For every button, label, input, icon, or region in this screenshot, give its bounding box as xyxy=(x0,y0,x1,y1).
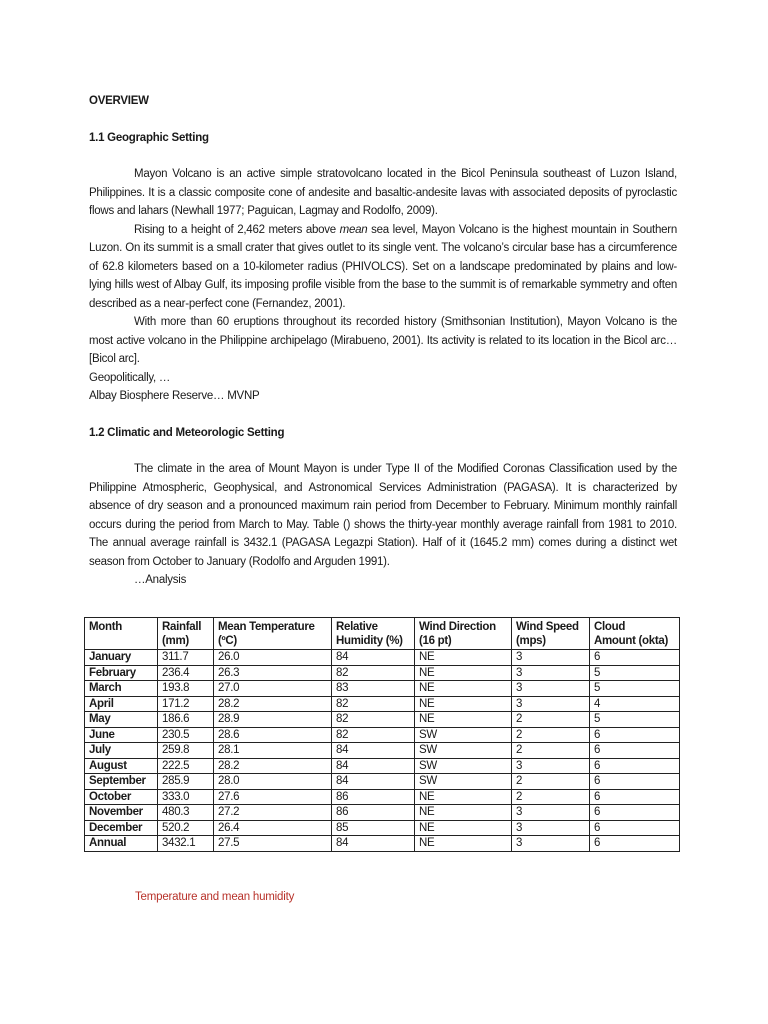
geo-paragraph-2 xyxy=(89,221,677,314)
table-cell: 6 xyxy=(590,650,680,666)
table-cell: 333.0 xyxy=(158,789,214,805)
table-cell: 28.6 xyxy=(214,727,332,743)
table-cell: SW xyxy=(415,774,512,790)
section-1-1-heading: 1.1 Geographic Setting xyxy=(89,131,209,144)
table-row xyxy=(85,712,680,728)
table-row xyxy=(85,743,680,759)
table-cell: 480.3 xyxy=(158,805,214,821)
table-cell: 3 xyxy=(512,820,590,836)
table-cell: NE xyxy=(415,820,512,836)
table-cell: 3 xyxy=(512,805,590,821)
table-cell: 83 xyxy=(332,681,415,697)
table-cell: 27.0 xyxy=(214,681,332,697)
month-cell: May xyxy=(85,712,158,728)
table-row xyxy=(85,758,680,774)
header-relative-humidity: Relative Humidity (%) xyxy=(332,618,415,650)
table-cell: 193.8 xyxy=(158,681,214,697)
header-wind-direction: Wind Direction (16 pt) xyxy=(415,618,512,650)
table-cell: 2 xyxy=(512,774,590,790)
table-cell: 5 xyxy=(590,712,680,728)
table-cell: 82 xyxy=(332,665,415,681)
table-cell: 82 xyxy=(332,712,415,728)
overview-heading: OVERVIEW xyxy=(89,95,149,107)
table-header-row xyxy=(85,618,680,650)
table-cell: 222.5 xyxy=(158,758,214,774)
table-cell: 236.4 xyxy=(158,665,214,681)
table-cell: NE xyxy=(415,836,512,852)
month-cell: February xyxy=(85,665,158,681)
table-cell: 84 xyxy=(332,836,415,852)
geopolitical-line: Geopolitically, … xyxy=(89,371,171,384)
geo-paragraph-1: Mayon Volcano is an active simple stratovolcano located in the Bicol Peninsula southeast of Luzon Island, Philippines. It is a classic composite cone of andesite and basaltic-andesite lavas with associated deposits of pyroclastic flows and lahars (Newhall 1977; Paguican, Lagmay and Rodolfo, 2009). xyxy=(89,168,677,217)
table-cell: 84 xyxy=(332,774,415,790)
table-row xyxy=(85,650,680,666)
climate-paragraph: The climate in the area of Mount Mayon is under Type II of the Modified Coronas Classification used by the Philippine Atmospheric, Geophysical, and Astronomical Services Administration (PAGASA). It is characterized by absence of dry season and a pronounced maximum rain period from December to February. Minimum monthly rainfall occurs during the period from March to May. Table () shows the thirty-year monthly average rainfall from 1981 to 2010. The annual average rainfall is 3432.1 (PAGASA Legazpi Station). Half of it (1645.2 mm) comes during a distinct wet season from October to January (Rodolfo and Arguden 1991). xyxy=(89,463,677,568)
table-cell: 6 xyxy=(590,805,680,821)
table-cell: 2 xyxy=(512,789,590,805)
header-wind-speed: Wind Speed (mps) xyxy=(512,618,590,650)
table-cell: 6 xyxy=(590,758,680,774)
table-cell: 285.9 xyxy=(158,774,214,790)
table-cell: 28.1 xyxy=(214,743,332,759)
table-cell: 6 xyxy=(590,743,680,759)
table-cell: 28.2 xyxy=(214,758,332,774)
geo-paragraph-2-emphasis: mean xyxy=(339,223,368,236)
table-cell: 3 xyxy=(512,650,590,666)
table-row xyxy=(85,836,680,852)
table-cell: 85 xyxy=(332,820,415,836)
header-cloud-amount: Cloud Amount (okta) xyxy=(590,618,680,650)
table-body xyxy=(85,650,680,852)
table-cell: 6 xyxy=(590,789,680,805)
table-row xyxy=(85,774,680,790)
table-cell: 2 xyxy=(512,727,590,743)
table-cell: 27.6 xyxy=(214,789,332,805)
table-cell: 520.2 xyxy=(158,820,214,836)
table-cell: 26.4 xyxy=(214,820,332,836)
table-cell: 28.2 xyxy=(214,696,332,712)
table-cell: NE xyxy=(415,650,512,666)
table-cell: SW xyxy=(415,727,512,743)
table-cell: NE xyxy=(415,789,512,805)
table-cell: 311.7 xyxy=(158,650,214,666)
table-row xyxy=(85,820,680,836)
table-cell: 6 xyxy=(590,820,680,836)
table-cell: 84 xyxy=(332,650,415,666)
header-month: Month xyxy=(85,618,158,650)
table-cell: NE xyxy=(415,665,512,681)
table-cell: 5 xyxy=(590,665,680,681)
table-cell: 5 xyxy=(590,681,680,697)
month-cell: June xyxy=(85,727,158,743)
month-cell: March xyxy=(85,681,158,697)
table-cell: 82 xyxy=(332,727,415,743)
climate-table xyxy=(84,617,680,852)
header-mean-temperature: Mean Temperature (ºC) xyxy=(214,618,332,650)
table-cell: 2 xyxy=(512,712,590,728)
table-cell: 230.5 xyxy=(158,727,214,743)
table-cell: 26.0 xyxy=(214,650,332,666)
month-cell: April xyxy=(85,696,158,712)
geo-paragraph-2-end: sea level, Mayon Volcano is the highest mountain in Southern Luzon. On its summit is a small crater that gives outlet to its single vent. The volcano’s circular base has a circumference of 62.8 kilometers based on a 10-kilometer radius (PHIVOLCS). Set on a landscape predominated by plains and low-lying hills west of Albay Gulf, its imposing profile visible from the base to the summit is of remarkable symmetry and often described as a near-perfect cone (Fernandez, 2001). xyxy=(89,223,678,310)
month-cell: September xyxy=(85,774,158,790)
table-cell: SW xyxy=(415,743,512,759)
table-cell: 86 xyxy=(332,789,415,805)
table-cell: NE xyxy=(415,712,512,728)
table-cell: NE xyxy=(415,696,512,712)
table-cell: NE xyxy=(415,681,512,697)
geo-paragraph-3: With more than 60 eruptions throughout its recorded history (Smithsonian Institution), Mayon Volcano is the most active volcano in the Philippine archipelago (Mirabueno, 2001). Its activity is related to its location in the Bicol arc…[Bicol arc]. xyxy=(89,316,677,365)
table-cell: 82 xyxy=(332,696,415,712)
table-cell: 3432.1 xyxy=(158,836,214,852)
table-cell: 3 xyxy=(512,681,590,697)
table-cell: 171.2 xyxy=(158,696,214,712)
month-cell: December xyxy=(85,820,158,836)
table-cell: 28.9 xyxy=(214,712,332,728)
table-cell: 186.6 xyxy=(158,712,214,728)
analysis-line: …Analysis xyxy=(134,574,187,586)
table-cell: 28.0 xyxy=(214,774,332,790)
table-cell: 86 xyxy=(332,805,415,821)
table-cell: 6 xyxy=(590,727,680,743)
month-cell: August xyxy=(85,758,158,774)
month-cell: July xyxy=(85,743,158,759)
table-cell: 3 xyxy=(512,836,590,852)
table-cell: 3 xyxy=(512,696,590,712)
table-cell: 6 xyxy=(590,774,680,790)
geo-paragraph-2-start: Rising to a height of 2,462 meters above xyxy=(134,223,340,236)
table-caption: Temperature and mean humidity xyxy=(135,891,295,903)
table-cell: 3 xyxy=(512,665,590,681)
table-row xyxy=(85,805,680,821)
month-cell: November xyxy=(85,805,158,821)
table-cell: 26.3 xyxy=(214,665,332,681)
table-cell: NE xyxy=(415,805,512,821)
header-rainfall: Rainfall (mm) xyxy=(158,618,214,650)
table-cell: 27.5 xyxy=(214,836,332,852)
table-row xyxy=(85,789,680,805)
table-cell: 4 xyxy=(590,696,680,712)
table-cell: 6 xyxy=(590,836,680,852)
table-cell: 3 xyxy=(512,758,590,774)
table-cell: 2 xyxy=(512,743,590,759)
table-row xyxy=(85,696,680,712)
month-cell: January xyxy=(85,650,158,666)
month-cell: October xyxy=(85,789,158,805)
section-1-2-heading: 1.2 Climatic and Meteorologic Setting xyxy=(89,426,285,439)
month-cell: Annual xyxy=(85,836,158,852)
document-body xyxy=(89,92,677,590)
table-row xyxy=(85,665,680,681)
table-cell: 84 xyxy=(332,743,415,759)
biosphere-line: Albay Biosphere Reserve… MVNP xyxy=(89,390,260,402)
table-cell: 259.8 xyxy=(158,743,214,759)
table-row xyxy=(85,681,680,697)
table-cell: 27.2 xyxy=(214,805,332,821)
table-row xyxy=(85,727,680,743)
table-cell: 84 xyxy=(332,758,415,774)
table-cell: SW xyxy=(415,758,512,774)
